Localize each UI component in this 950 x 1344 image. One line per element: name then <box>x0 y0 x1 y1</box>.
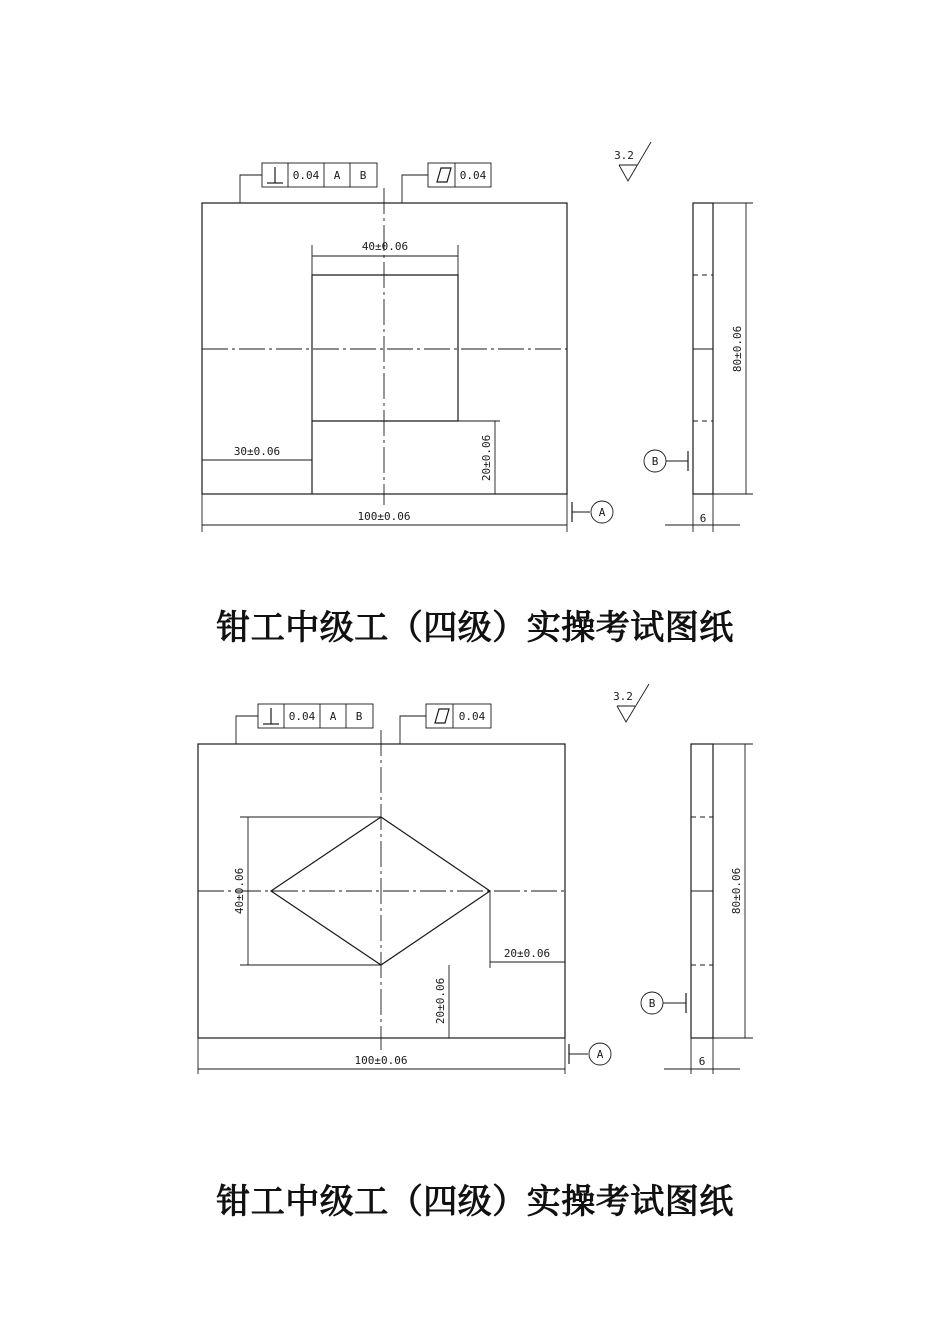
dim-100-label: 100±0.06 <box>354 1054 408 1067</box>
flatness-icon <box>435 709 449 723</box>
drawing-sheet-2 <box>0 660 950 1344</box>
drawing-1-caption: 钳工中级工（四级）实操考试图纸 <box>216 608 734 648</box>
square-cutout <box>312 275 458 494</box>
perpendicularity-icon <box>267 167 283 183</box>
dim-100-label: 100±0.06 <box>357 510 411 523</box>
roughness-label: 3.2 <box>614 149 634 162</box>
dim-40-label: 40±0.06 <box>233 867 246 915</box>
dim-30-label: 30±0.06 <box>233 445 281 458</box>
datum-a-label: A <box>596 1048 604 1061</box>
drawing-2-caption: 钳工中级工（四级）实操考试图纸 <box>216 1182 734 1222</box>
datum-b-label: B <box>651 455 659 468</box>
gdt1-tolerance: 0.04 <box>292 169 320 182</box>
dim-6-label: 6 <box>699 512 707 525</box>
dim-80-label: 80±0.06 <box>730 867 743 915</box>
side-view-outline <box>693 203 713 494</box>
gdt2-leader <box>400 716 426 744</box>
perpendicularity-icon <box>263 708 279 724</box>
roughness-label: 3.2 <box>613 690 633 703</box>
dim-80-label: 80±0.06 <box>731 325 744 373</box>
gdt1-datum-b: B <box>355 710 363 723</box>
gdt2-leader <box>402 175 428 203</box>
dim-20-label: 20±0.06 <box>480 434 493 482</box>
flatness-icon <box>437 168 451 182</box>
gdt1-leader <box>240 175 262 203</box>
dim-20v-label: 20±0.06 <box>434 977 447 1025</box>
technical-drawing-2 <box>0 660 950 1344</box>
gdt1-datum-a: A <box>333 169 341 182</box>
gdt1-datum-b: B <box>359 169 367 182</box>
gdt1-leader <box>236 716 258 744</box>
datum-a-label: A <box>598 506 606 519</box>
drawing-sheet-1 <box>0 0 950 660</box>
gdt1-datum-a: A <box>329 710 337 723</box>
gdt1-tolerance: 0.04 <box>288 710 316 723</box>
datum-b-label: B <box>648 997 656 1010</box>
technical-drawing-1 <box>0 0 950 660</box>
dim-6-label: 6 <box>698 1055 706 1068</box>
gdt2-tolerance: 0.04 <box>459 169 487 182</box>
dim-40-label: 40±0.06 <box>361 240 409 253</box>
gdt2-tolerance: 0.04 <box>458 710 486 723</box>
dim-20h-label: 20±0.06 <box>503 947 551 960</box>
